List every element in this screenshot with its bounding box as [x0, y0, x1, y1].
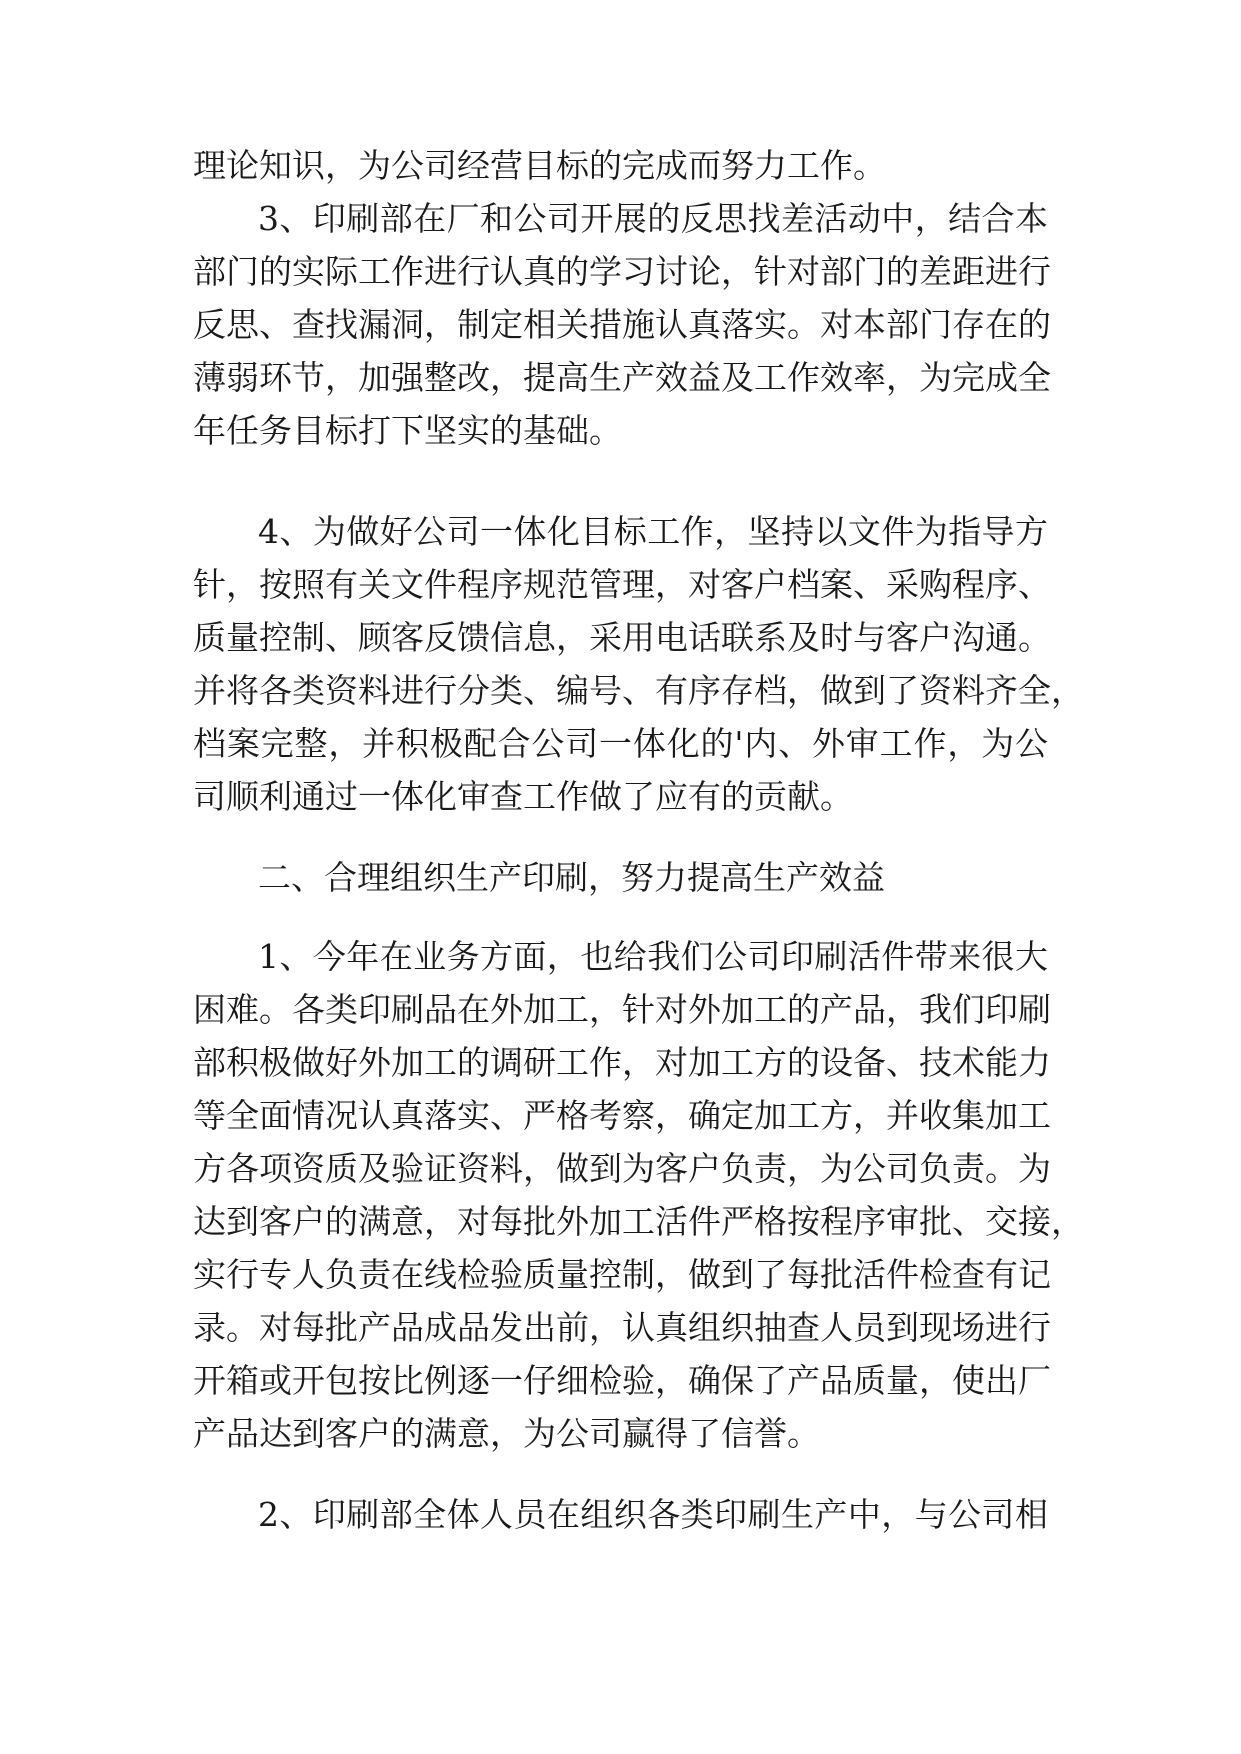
text-line: 实行专人负责在线检验质量控制，做到了每批活件检查有记: [193, 1255, 1051, 1294]
text-line: 反思、查找漏洞，制定相关措施认真落实。对本部门存在的: [193, 305, 1051, 344]
text-line: 年任务目标打下坚实的基础。: [193, 411, 622, 450]
text-line: 司顺利通过一体化审查工作做了应有的贡献。: [193, 777, 853, 816]
section-heading: 二、合理组织生产印刷，努力提高生产效益: [258, 858, 885, 897]
text-line: 2、印刷部全体人员在组织各类印刷生产中，与公司相: [258, 1495, 1048, 1534]
text-line: 等全面情况认真落实、严格考察，确定加工方，并收集加工: [193, 1096, 1051, 1135]
text-line: 录。对每批产品成品发出前，认真组织抽查人员到现场进行: [193, 1308, 1051, 1347]
text-line: 3、印刷部在厂和公司开展的反思找差活动中，结合本: [258, 199, 1048, 238]
text-line: 达到客户的满意，对每批外加工活件严格按程序审批、交接，: [193, 1202, 1084, 1241]
text-line: 产品达到客户的满意，为公司赢得了信誉。: [193, 1414, 820, 1453]
text-line: 针，按照有关文件程序规范管理，对客户档案、采购程序、: [193, 565, 1051, 604]
text-line: 质量控制、顾客反馈信息，采用电话联系及时与客户沟通。: [193, 618, 1051, 657]
text-line: 档案完整，并积极配合公司一体化的'内、外审工作，为公: [193, 724, 1048, 763]
text-line: 薄弱环节，加强整改，提高生产效益及工作效率，为完成全: [193, 358, 1051, 397]
text-line: 开箱或开包按比例逐一仔细检验，确保了产品质量，使出厂: [193, 1361, 1051, 1400]
text-line: 困难。各类印刷品在外加工，针对外加工的产品，我们印刷: [193, 990, 1051, 1029]
text-line: 1、今年在业务方面，也给我们公司印刷活件带来很大: [258, 937, 1048, 976]
text-line: 部门的实际工作进行认真的学习讨论，针对部门的差距进行: [193, 252, 1051, 291]
text-line: 理论知识，为公司经营目标的完成而努力工作。: [193, 146, 886, 185]
text-line: 4、为做好公司一体化目标工作，坚持以文件为指导方: [258, 512, 1048, 551]
text-line: 并将各类资料进行分类、编号、有序存档，做到了资料齐全，: [193, 671, 1084, 710]
text-line: 方各项资质及验证资料，做到为客户负责，为公司负责。为: [193, 1149, 1051, 1188]
text-line: 部积极做好外加工的调研工作，对加工方的设备、技术能力: [193, 1043, 1051, 1082]
